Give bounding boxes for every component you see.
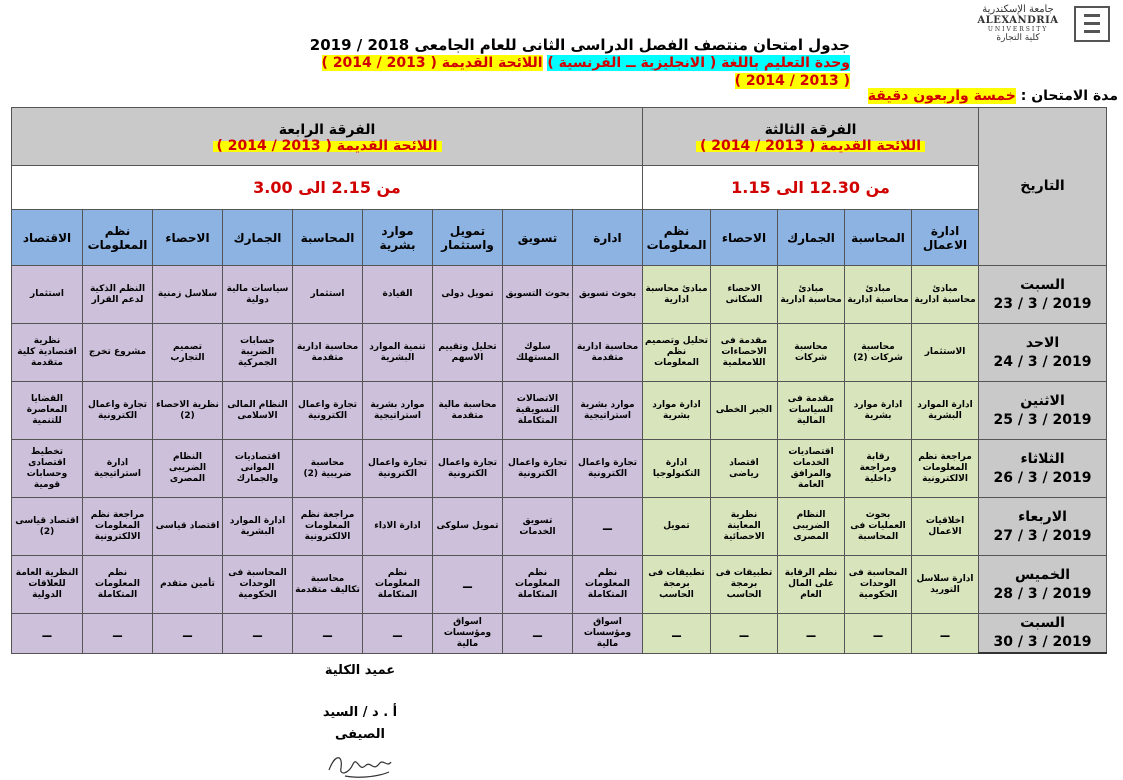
fourth-year-exam-cell: القضايا المعاصرة للتنمية bbox=[12, 382, 83, 440]
fourth-year-exam-cell: تجارة واعمال الكترونية bbox=[363, 440, 433, 498]
fourth-year-exam-cell: ادارة الاداء bbox=[363, 498, 433, 556]
fourth-subject-header: الاحصاء bbox=[153, 210, 223, 266]
fourth-year-exam-cell: اسواق ومؤسسات مالية bbox=[573, 614, 643, 654]
third-year-exam-cell: مبادئ محاسبة ادارية bbox=[778, 266, 845, 324]
third-subject-header: نظم المعلومات bbox=[643, 210, 711, 266]
third-subject-header: الاحصاء bbox=[711, 210, 778, 266]
fourth-year-exam-cell: نظم المعلومات المتكاملة bbox=[503, 556, 573, 614]
third-year-exam-cell: اقتصاد رياضى bbox=[711, 440, 778, 498]
fourth-subject-header: المحاسبة bbox=[293, 210, 363, 266]
table-row bbox=[12, 440, 1107, 498]
date-cell bbox=[979, 498, 1107, 556]
date-cell bbox=[979, 266, 1107, 324]
fourth-year-exam-cell: محاسبة ادارية متقدمة bbox=[573, 324, 643, 382]
fourth-year-exam-cell: تحليل وتقييم الاسهم bbox=[433, 324, 503, 382]
third-year-exam-cell: محاسبة شركات (2) bbox=[845, 324, 912, 382]
fourth-year-exam-cell: ــ bbox=[573, 498, 643, 556]
third-year-exam-cell: ادارة سلاسل التوريد bbox=[912, 556, 979, 614]
fourth-year-exam-cell: حسابات الضريبة الجمركية bbox=[223, 324, 293, 382]
third-year-exam-cell: محاسبة شركات bbox=[778, 324, 845, 382]
third-year-exam-cell: تطبيقات فى برمجة الحاسب bbox=[643, 556, 711, 614]
fourth-year-exam-cell: تجارة واعمال الكترونية bbox=[433, 440, 503, 498]
fourth-year-exam-cell: اقتصاديات الموانى والجمارك bbox=[223, 440, 293, 498]
fourth-year-exam-cell: سلوك المستهلك bbox=[503, 324, 573, 382]
third-year-exam-cell: ادارة التكنولوجيا bbox=[643, 440, 711, 498]
page-title: جدول امتحان منتصف الفصل الدراسى الثانى للعام الجامعى 2018 / 2019 bbox=[309, 36, 850, 54]
fourth-year-exam-cell: النظام المالى الاسلامى bbox=[223, 382, 293, 440]
fourth-year-exam-cell: النظرية العامة للعلاقات الدولية bbox=[12, 556, 83, 614]
third-year-exam-cell: الجبر الخطى bbox=[711, 382, 778, 440]
fourth-year-header: الفرقة الرابعة اللائحة القديمة ( 2013 / 2014 ) bbox=[12, 108, 643, 166]
third-year-exam-cell: تحليل وتصميم نظم المعلومات bbox=[643, 324, 711, 382]
third-year-exam-cell: مراجعة نظم المعلومات الالكترونية bbox=[912, 440, 979, 498]
fourth-year-exam-cell: نظم المعلومات المتكاملة bbox=[363, 556, 433, 614]
third-year-exam-cell: ــ bbox=[912, 614, 979, 654]
unit-regulation: اللائحة القديمة ( 2013 / 2014 ) bbox=[321, 55, 543, 71]
third-year-exam-cell: بحوث العمليات فى المحاسبة bbox=[845, 498, 912, 556]
unit-prefix: وحدة التعليم باللغة ( الانجليزية ــ الفرنسية ) bbox=[547, 55, 850, 71]
table-row bbox=[12, 266, 1107, 324]
fourth-year-exam-cell: تسويق الخدمات bbox=[503, 498, 573, 556]
third-year-exam-cell: اخلاقيات الاعمال bbox=[912, 498, 979, 556]
date-cell bbox=[979, 440, 1107, 498]
third-year-exam-cell: ــ bbox=[845, 614, 912, 654]
date-value: 2019 / 3 / 26 bbox=[993, 469, 1092, 486]
fourth-subject-header: الاقتصاد bbox=[12, 210, 83, 266]
handwritten-signature bbox=[325, 750, 395, 780]
fourth-year-exam-cell: ــ bbox=[12, 614, 83, 654]
date-column-header: التاريخ bbox=[979, 108, 1107, 266]
fourth-year-exam-cell: تجارة واعمال الكترونية bbox=[573, 440, 643, 498]
fourth-year-exam-cell: محاسبة مالية متقدمة bbox=[433, 382, 503, 440]
third-year-exam-cell: الاحصاء السكانى bbox=[711, 266, 778, 324]
third-year-exam-cell: مبادئ محاسبة ادارية bbox=[643, 266, 711, 324]
fourth-year-exam-cell: بحوث التسويق bbox=[503, 266, 573, 324]
fourth-year-exam-cell: محاسبة ضريبية (2) bbox=[293, 440, 363, 498]
third-year-exam-cell: مقدمة فى السياسات المالية bbox=[778, 382, 845, 440]
third-year-exam-cell: مبادئ محاسبة ادارية bbox=[912, 266, 979, 324]
third-subject-header: المحاسبة bbox=[845, 210, 912, 266]
date-value: 2019 / 3 / 23 bbox=[993, 295, 1092, 312]
fourth-year-exam-cell: مراجعة نظم المعلومات الالكترونية bbox=[83, 498, 153, 556]
fourth-year-exam-cell: نظم المعلومات المتكاملة bbox=[573, 556, 643, 614]
exam-schedule-table bbox=[11, 107, 1107, 654]
logo-english-sub: UNIVERSITY bbox=[987, 26, 1049, 33]
third-year-exam-cell: ــ bbox=[711, 614, 778, 654]
day-name: الاربعاء bbox=[1018, 508, 1067, 525]
fourth-year-exam-cell: تجارة واعمال الكترونية bbox=[293, 382, 363, 440]
third-year-exam-cell: تمويل bbox=[643, 498, 711, 556]
third-year-exam-cell: نظرية المعاينة الاحصائية bbox=[711, 498, 778, 556]
fourth-year-exam-cell: تجارة واعمال الكترونية bbox=[503, 440, 573, 498]
third-year-exam-cell: ادارة موارد بشرية bbox=[845, 382, 912, 440]
fourth-subject-header: نظم المعلومات bbox=[83, 210, 153, 266]
date-value: 2019 / 3 / 25 bbox=[993, 411, 1092, 428]
fourth-year-exam-cell: اقتصاد قياسى bbox=[153, 498, 223, 556]
fourth-year-time: من 2.15 الى 3.00 bbox=[12, 166, 643, 210]
fourth-year-exam-cell: ــ bbox=[433, 556, 503, 614]
day-name: الاحد bbox=[1025, 334, 1060, 351]
third-year-time: من 12.30 الى 1.15 bbox=[643, 166, 979, 210]
third-year-header: الفرقة الثالثة اللائحة القديمة ( 2013 / 2014 ) bbox=[643, 108, 979, 166]
table-row bbox=[12, 324, 1107, 382]
fourth-year-exam-cell: ــ bbox=[83, 614, 153, 654]
third-year-exam-cell: الاستثمار bbox=[912, 324, 979, 382]
header bbox=[260, 36, 850, 90]
fourth-year-exam-cell: ــ bbox=[363, 614, 433, 654]
fourth-year-exam-cell: ــ bbox=[293, 614, 363, 654]
day-name: السبت bbox=[1020, 615, 1065, 631]
dean-name: أ . د / السيد الصيفى bbox=[322, 705, 398, 742]
fourth-year-exam-cell: موارد بشرية استراتيجية bbox=[363, 382, 433, 440]
university-logo bbox=[960, 4, 1110, 52]
fourth-year-exam-cell: استثمار bbox=[12, 266, 83, 324]
fourth-year-exam-cell: الاتصالات التسويقية المتكاملة bbox=[503, 382, 573, 440]
fourth-year-exam-cell: ــ bbox=[503, 614, 573, 654]
third-year-exam-cell: ــ bbox=[643, 614, 711, 654]
day-name: الاثنين bbox=[1020, 392, 1065, 409]
table-row bbox=[12, 614, 1107, 654]
fourth-year-exam-cell: تمويل سلوكى bbox=[433, 498, 503, 556]
date-cell bbox=[979, 614, 1107, 654]
fourth-subject-header: تمويل واستثمار bbox=[433, 210, 503, 266]
dean-title: عميد الكلية bbox=[324, 663, 396, 678]
fourth-year-exam-cell: بحوث تسويق bbox=[573, 266, 643, 324]
third-year-exam-cell: ادارة الموارد البشرية bbox=[912, 382, 979, 440]
fourth-year-exam-cell: النظام الضريبى المصرى bbox=[153, 440, 223, 498]
third-subject-header: الجمارك bbox=[778, 210, 845, 266]
fourth-year-exam-cell: استثمار bbox=[293, 266, 363, 324]
third-year-exam-cell: النظام الضريبى المصرى bbox=[778, 498, 845, 556]
dean-signature-block bbox=[300, 660, 420, 780]
fourth-year-exam-cell: نظرية اقتصادية كلية متقدمة bbox=[12, 324, 83, 382]
table-row bbox=[12, 382, 1107, 440]
date-value: 2019 / 3 / 30 bbox=[993, 634, 1092, 650]
fourth-year-exam-cell: ادارة الموارد البشرية bbox=[223, 498, 293, 556]
day-name: السبت bbox=[1020, 276, 1065, 293]
fourth-year-exam-cell: اقتصاد قياسى (2) bbox=[12, 498, 83, 556]
fourth-year-exam-cell: القيادة bbox=[363, 266, 433, 324]
fourth-year-exam-cell: محاسبة تكاليف متقدمة bbox=[293, 556, 363, 614]
fourth-year-exam-cell: تجارة واعمال الكترونية bbox=[83, 382, 153, 440]
third-year-exam-cell: رقابة ومراجعة داخلية bbox=[845, 440, 912, 498]
duration-value: خمسة واربعون دقيقة bbox=[867, 88, 1016, 104]
regulation-line: ( 2013 / 2014 ) bbox=[734, 73, 850, 89]
fourth-year-exam-cell: مشروع تخرج bbox=[83, 324, 153, 382]
fourth-year-exam-cell: المحاسبة فى الوحدات الحكومية bbox=[223, 556, 293, 614]
fourth-year-exam-cell: تصميم التجارب bbox=[153, 324, 223, 382]
third-year-exam-cell: ــ bbox=[778, 614, 845, 654]
fourth-year-exam-cell: تمويل دولى bbox=[433, 266, 503, 324]
third-subject-header: ادارة الاعمال bbox=[912, 210, 979, 266]
fourth-year-exam-cell: مراجعة نظم المعلومات الالكترونية bbox=[293, 498, 363, 556]
fourth-year-exam-cell: نظم المعلومات المتكاملة bbox=[83, 556, 153, 614]
logo-faculty: كلية التجارة bbox=[996, 33, 1040, 43]
third-year-exam-cell: اقتصاديات الخدمات والمرافق العامة bbox=[778, 440, 845, 498]
date-cell bbox=[979, 324, 1107, 382]
logo-emblem-icon bbox=[1074, 6, 1110, 42]
fourth-subject-header: تسويق bbox=[503, 210, 573, 266]
third-year-exam-cell: المحاسبة فى الوحدات الحكومية bbox=[845, 556, 912, 614]
fourth-year-exam-cell: سلاسل زمنية bbox=[153, 266, 223, 324]
fourth-subject-header: ادارة bbox=[573, 210, 643, 266]
fourth-year-exam-cell: اسواق ومؤسسات مالية bbox=[433, 614, 503, 654]
date-value: 2019 / 3 / 28 bbox=[993, 585, 1092, 602]
fourth-year-exam-cell: تنمية الموارد البشرية bbox=[363, 324, 433, 382]
exam-duration bbox=[760, 88, 1118, 104]
duration-label: مدة الامتحان : bbox=[1020, 88, 1118, 104]
fourth-year-exam-cell: تخطيط اقتصادى وحسابات قومية bbox=[12, 440, 83, 498]
fourth-year-exam-cell: موارد بشرية استراتيجية bbox=[573, 382, 643, 440]
fourth-year-exam-cell: نظرية الاحصاء (2) bbox=[153, 382, 223, 440]
fourth-year-exam-cell: سياسات مالية دولية bbox=[223, 266, 293, 324]
fourth-subject-header: موارد بشرية bbox=[363, 210, 433, 266]
fourth-year-exam-cell: ادارة استراتيجية bbox=[83, 440, 153, 498]
unit-line bbox=[260, 54, 850, 72]
table-row bbox=[12, 556, 1107, 614]
fourth-year-exam-cell: تأمين متقدم bbox=[153, 556, 223, 614]
fourth-year-exam-cell: محاسبة ادارية متقدمة bbox=[293, 324, 363, 382]
day-name: الخميس bbox=[1014, 566, 1071, 583]
third-year-exam-cell: مقدمة فى الاحصاءات اللامعلمية bbox=[711, 324, 778, 382]
date-cell bbox=[979, 382, 1107, 440]
third-year-exam-cell: نظم الرقابة على المال العام bbox=[778, 556, 845, 614]
date-value: 2019 / 3 / 27 bbox=[993, 527, 1092, 544]
fourth-year-exam-cell: النظم الذكية لدعم القرار bbox=[83, 266, 153, 324]
third-year-exam-cell: ادارة موارد بشرية bbox=[643, 382, 711, 440]
date-value: 2019 / 3 / 24 bbox=[993, 353, 1092, 370]
third-year-exam-cell: مبادئ محاسبة ادارية bbox=[845, 266, 912, 324]
fourth-year-exam-cell: ــ bbox=[153, 614, 223, 654]
third-year-exam-cell: تطبيقات فى برمجة الحاسب bbox=[711, 556, 778, 614]
fourth-subject-header: الجمارك bbox=[223, 210, 293, 266]
logo-english-name: ALEXANDRIA bbox=[977, 15, 1059, 26]
date-cell bbox=[979, 556, 1107, 614]
table-row bbox=[12, 498, 1107, 556]
logo-arabic-name: جامعة الإسكندرية bbox=[982, 4, 1054, 15]
fourth-year-exam-cell: ــ bbox=[223, 614, 293, 654]
day-name: الثلاثاء bbox=[1020, 450, 1065, 467]
